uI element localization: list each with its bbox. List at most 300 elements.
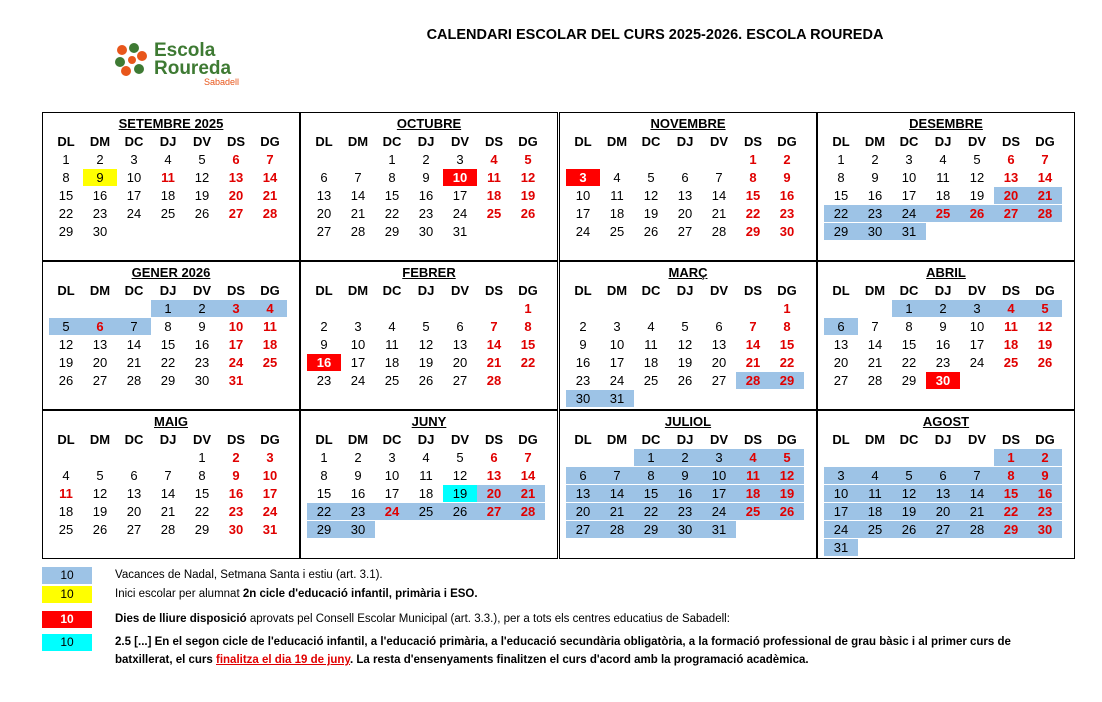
day-cell: 17 [901, 188, 917, 203]
day-cell: 7 [524, 450, 532, 465]
day-cell: 28 [511, 503, 545, 520]
day-cell: 3 [905, 152, 913, 167]
day-cell: 28 [262, 206, 278, 221]
weekday-header: DV [967, 134, 987, 149]
day-cell: 24 [702, 503, 736, 520]
day-cell: 16 [194, 337, 210, 352]
day-cell: 4 [736, 449, 770, 466]
legend-yellow-swatch: 10 [42, 586, 92, 603]
day-cell: 18 [609, 206, 625, 221]
day-cell: 6 [926, 467, 960, 484]
month-juny [300, 410, 558, 559]
day-cell: 16 [350, 486, 366, 501]
day-cell: 24 [824, 521, 858, 538]
month-febrer [300, 261, 558, 410]
day-cell: 2 [579, 319, 587, 334]
day-cell: 16 [1028, 485, 1062, 502]
day-cell: 15 [160, 337, 176, 352]
weekday-header: DM [347, 432, 369, 447]
day-cell: 21 [486, 355, 502, 370]
day-cell: 20 [677, 206, 693, 221]
day-cell: 6 [83, 318, 117, 335]
day-cell: 10 [609, 337, 625, 352]
day-cell: 6 [320, 170, 328, 185]
weekday-header: DV [192, 134, 212, 149]
weekday-header: DS [226, 134, 246, 149]
day-cell: 29 [824, 223, 858, 240]
weekday-header: DJ [934, 134, 952, 149]
day-cell: 9 [198, 319, 206, 334]
day-cell: 25 [384, 373, 400, 388]
day-cell: 30 [92, 224, 108, 239]
day-cell: 2 [185, 300, 219, 317]
weekday-header: DM [347, 134, 369, 149]
day-cell: 9 [783, 170, 791, 185]
day-cell: 15 [901, 337, 917, 352]
day-cell: 28 [126, 373, 142, 388]
day-cell: 21 [867, 355, 883, 370]
day-cell: 2 [783, 152, 791, 167]
day-cell: 17 [452, 188, 468, 203]
day-cell: 13 [833, 337, 849, 352]
day-cell: 5 [892, 467, 926, 484]
day-cell: 21 [600, 503, 634, 520]
weekday-header: DJ [676, 432, 694, 447]
day-cell: 11 [1004, 319, 1018, 334]
day-cell: 31 [228, 373, 244, 388]
day-cell: 16 [228, 486, 244, 501]
day-cell: 20 [126, 504, 142, 519]
day-cell: 30 [228, 522, 244, 537]
day-cell: 18 [935, 188, 951, 203]
day-cell: 21 [745, 355, 761, 370]
day-cell: 31 [702, 521, 736, 538]
weekday-header: DL [832, 432, 850, 447]
day-cell: 19 [969, 188, 985, 203]
day-cell: 1 [994, 449, 1028, 466]
day-cell: 11 [385, 337, 399, 352]
day-cell: 8 [388, 170, 396, 185]
weekday-header: DL [57, 134, 75, 149]
day-cell: 13 [926, 485, 960, 502]
day-cell: 27 [926, 521, 960, 538]
day-cell: 20 [477, 485, 511, 502]
day-cell: 8 [994, 467, 1028, 484]
weekday-header: DG [260, 283, 280, 298]
day-cell: 13 [316, 188, 332, 203]
month-name: FEBRER [402, 265, 456, 280]
day-cell: 20 [711, 355, 727, 370]
month-name: NOVEMBRE [650, 116, 726, 131]
weekday-header: DS [743, 283, 763, 298]
day-cell: 11 [858, 485, 892, 502]
day-cell: 1 [388, 152, 396, 167]
day-cell: 21 [126, 355, 142, 370]
day-cell: 13 [92, 337, 108, 352]
day-cell: 5 [422, 319, 430, 334]
day-cell: 30 [418, 224, 434, 239]
day-cell: 2 [926, 300, 960, 317]
day-cell: 1 [783, 301, 791, 316]
day-cell: 25 [486, 206, 502, 221]
day-cell: 14 [126, 337, 142, 352]
day-cell: 10 [384, 468, 400, 483]
weekday-header: DC [124, 432, 144, 447]
day-cell: 7 [600, 467, 634, 484]
day-cell: 16 [867, 188, 883, 203]
day-cell: 16 [668, 485, 702, 502]
month-name: DESEMBRE [909, 116, 983, 131]
day-cell: 21 [350, 206, 366, 221]
day-cell: 11 [263, 319, 277, 334]
weekday-header: DJ [417, 283, 435, 298]
day-cell: 8 [62, 170, 70, 185]
day-cell: 12 [770, 467, 804, 484]
day-cell: 3 [613, 319, 621, 334]
day-cell: 8 [783, 319, 791, 334]
day-cell: 7 [354, 170, 362, 185]
weekday-header: DC [899, 134, 919, 149]
day-cell: 4 [253, 300, 287, 317]
day-cell: 8 [164, 319, 172, 334]
day-cell: 13 [566, 485, 600, 502]
weekday-header: DS [1001, 134, 1021, 149]
weekday-header: DS [226, 432, 246, 447]
weekday-header: DV [192, 432, 212, 447]
day-cell: 12 [643, 188, 659, 203]
month-març [559, 261, 817, 410]
day-cell: 1 [634, 449, 668, 466]
weekday-header: DS [1001, 283, 1021, 298]
day-cell: 18 [58, 504, 74, 519]
day-cell: 16 [575, 355, 591, 370]
day-cell: 17 [350, 355, 366, 370]
day-cell: 3 [130, 152, 138, 167]
day-cell: 31 [824, 539, 858, 556]
day-cell: 26 [1037, 355, 1053, 370]
day-cell: 22 [307, 503, 341, 520]
day-cell: 9 [939, 319, 947, 334]
month-gener-2026 [42, 261, 300, 410]
day-cell: 4 [647, 319, 655, 334]
day-cell: 22 [520, 355, 536, 370]
weekday-header: DM [606, 283, 628, 298]
weekday-header: DM [89, 283, 111, 298]
day-cell: 20 [452, 355, 468, 370]
day-cell: 19 [677, 355, 693, 370]
day-cell: 9 [422, 170, 430, 185]
leaves-icon [112, 40, 152, 80]
day-cell: 14 [486, 337, 502, 352]
day-cell: 16 [92, 188, 108, 203]
day-cell: 29 [634, 521, 668, 538]
day-cell: 29 [307, 521, 341, 538]
day-cell: 11 [736, 467, 770, 484]
month-name: JULIOL [664, 414, 712, 429]
day-cell: 1 [151, 300, 185, 317]
weekday-header: DV [967, 432, 987, 447]
day-cell: 22 [824, 205, 858, 222]
month-maig [42, 410, 300, 559]
day-cell: 26 [643, 224, 659, 239]
day-cell: 5 [681, 319, 689, 334]
day-cell: 6 [456, 319, 464, 334]
day-cell: 17 [824, 503, 858, 520]
day-cell: 24 [969, 355, 985, 370]
day-cell: 2 [232, 450, 240, 465]
weekday-header: DG [1035, 432, 1055, 447]
month-agost [817, 410, 1075, 559]
day-cell: 19 [92, 504, 108, 519]
day-cell: 7 [117, 318, 151, 335]
day-cell: 17 [126, 188, 142, 203]
day-cell: 31 [600, 390, 634, 407]
day-cell: 26 [960, 205, 994, 222]
day-cell: 14 [160, 486, 176, 501]
day-cell: 2 [320, 319, 328, 334]
day-cell: 11 [644, 337, 658, 352]
day-cell: 2 [96, 152, 104, 167]
day-cell: 15 [316, 486, 332, 501]
day-cell: 25 [926, 205, 960, 222]
weekday-header: DC [124, 283, 144, 298]
day-cell: 30 [858, 223, 892, 240]
weekday-header: DC [382, 283, 402, 298]
day-cell: 15 [994, 485, 1028, 502]
day-cell: 20 [92, 355, 108, 370]
day-cell: 13 [452, 337, 468, 352]
day-cell: 5 [456, 450, 464, 465]
day-cell: 9 [871, 170, 879, 185]
day-cell: 7 [164, 468, 172, 483]
day-cell: 6 [681, 170, 689, 185]
weekday-header: DM [864, 432, 886, 447]
day-cell: 1 [837, 152, 845, 167]
month-name: AGOST [922, 414, 970, 429]
weekday-header: DC [382, 432, 402, 447]
weekday-header: DV [192, 283, 212, 298]
day-cell: 12 [58, 337, 74, 352]
day-cell: 3 [456, 152, 464, 167]
weekday-header: DJ [676, 283, 694, 298]
day-cell: 3 [354, 319, 362, 334]
logo-text-roureda: Roureda [154, 58, 232, 79]
month-name: MARÇ [668, 265, 708, 280]
day-cell: 16 [779, 188, 795, 203]
day-cell: 22 [194, 504, 210, 519]
day-cell: 18 [643, 355, 659, 370]
weekday-header: DL [315, 134, 333, 149]
day-cell: 20 [833, 355, 849, 370]
day-cell: 23 [92, 206, 108, 221]
day-cell: 13 [677, 188, 693, 203]
day-cell: 22 [745, 206, 761, 221]
day-cell: 6 [715, 319, 723, 334]
day-cell: 27 [994, 205, 1028, 222]
day-cell: 9 [232, 468, 240, 483]
day-cell: 25 [609, 224, 625, 239]
day-cell: 8 [837, 170, 845, 185]
day-cell: 27 [92, 373, 108, 388]
day-cell: 28 [160, 522, 176, 537]
day-cell: 24 [575, 224, 591, 239]
day-cell: 31 [892, 223, 926, 240]
day-cell: 26 [677, 373, 693, 388]
day-cell: 4 [858, 467, 892, 484]
day-cell: 23 [858, 205, 892, 222]
day-cell: 12 [418, 337, 434, 352]
day-cell: 19 [520, 188, 536, 203]
day-cell: 15 [520, 337, 536, 352]
day-cell: 6 [490, 450, 498, 465]
weekday-header: DG [260, 432, 280, 447]
day-cell: 30 [566, 390, 600, 407]
day-cell: 4 [388, 319, 396, 334]
day-cell: 10 [350, 337, 366, 352]
day-cell: 5 [524, 152, 532, 167]
day-cell: 18 [384, 355, 400, 370]
day-cell: 26 [194, 206, 210, 221]
weekday-header: DV [709, 283, 729, 298]
weekday-header: DL [57, 432, 75, 447]
month-name: SETEMBRE 2025 [118, 116, 224, 131]
day-cell: 23 [668, 503, 702, 520]
day-cell: 9 [83, 169, 117, 186]
month-juliol [559, 410, 817, 559]
day-cell: 8 [320, 468, 328, 483]
day-cell: 4 [939, 152, 947, 167]
day-cell: 3 [266, 450, 274, 465]
day-cell: 24 [892, 205, 926, 222]
day-cell: 3 [219, 300, 253, 317]
day-cell: 27 [126, 522, 142, 537]
day-cell: 24 [350, 373, 366, 388]
day-cell: 14 [520, 468, 536, 483]
day-cell: 18 [486, 188, 502, 203]
day-cell: 29 [901, 373, 917, 388]
weekday-header: DL [57, 283, 75, 298]
weekday-header: DV [967, 283, 987, 298]
weekday-header: DJ [417, 432, 435, 447]
day-cell: 19 [1037, 337, 1053, 352]
day-cell: 29 [58, 224, 74, 239]
day-cell: 21 [511, 485, 545, 502]
day-cell: 24 [126, 206, 142, 221]
day-cell: 14 [711, 188, 727, 203]
day-cell: 23 [194, 355, 210, 370]
day-cell: 9 [320, 337, 328, 352]
day-cell: 22 [994, 503, 1028, 520]
weekday-header: DC [382, 134, 402, 149]
weekday-header: DC [124, 134, 144, 149]
page-title: CALENDARI ESCOLAR DEL CURS 2025-2026. ESCOLA ROUREDA [426, 27, 884, 43]
weekday-header: DG [518, 432, 538, 447]
day-cell: 6 [566, 467, 600, 484]
day-cell: 15 [779, 337, 795, 352]
weekday-header: DS [743, 432, 763, 447]
day-cell: 29 [194, 522, 210, 537]
day-cell: 26 [770, 503, 804, 520]
weekday-header: DG [260, 134, 280, 149]
day-cell: 4 [164, 152, 172, 167]
legend-red-text: Dies de lliure disposició aprovats pel Consell Escolar Municipal (art. 3.3.), per a tots els centres educatius de Sabadell: [115, 613, 730, 625]
day-cell: 17 [228, 337, 244, 352]
weekday-header: DV [709, 134, 729, 149]
day-cell: 19 [58, 355, 74, 370]
day-cell: 26 [520, 206, 536, 221]
day-cell: 4 [994, 300, 1028, 317]
day-cell: 15 [194, 486, 210, 501]
weekday-header: DL [574, 432, 592, 447]
day-cell: 4 [490, 152, 498, 167]
weekday-header: DC [641, 432, 661, 447]
day-cell: 28 [960, 521, 994, 538]
weekday-header: DL [832, 134, 850, 149]
weekday-header: DJ [159, 283, 177, 298]
weekday-header: DC [899, 432, 919, 447]
day-cell: 20 [994, 187, 1028, 204]
weekday-header: DG [777, 432, 797, 447]
day-cell: 21 [160, 504, 176, 519]
day-cell: 2 [354, 450, 362, 465]
day-cell: 5 [198, 152, 206, 167]
day-cell: 13 [228, 170, 244, 185]
day-cell: 23 [228, 504, 244, 519]
day-cell: 10 [262, 468, 278, 483]
day-cell: 22 [160, 355, 176, 370]
legend-blue-text: Vacances de Nadal, Setmana Santa i estiu (art. 3.1). [115, 569, 383, 581]
weekday-header: DJ [159, 432, 177, 447]
day-cell: 4 [422, 450, 430, 465]
day-cell: 16 [935, 337, 951, 352]
day-cell: 17 [702, 485, 736, 502]
month-name: ABRIL [926, 265, 966, 280]
day-cell: 27 [566, 521, 600, 538]
legend-yellow-text: Inici escolar per alumnat 2n cicle d'educació infantil, primària i ESO. [115, 588, 478, 600]
day-cell: 27 [477, 503, 511, 520]
day-cell: 26 [92, 522, 108, 537]
day-cell: 6 [232, 152, 240, 167]
day-cell: 17 [575, 206, 591, 221]
day-cell: 27 [228, 206, 244, 221]
logo-text-escola: Escola [154, 40, 216, 61]
day-cell: 19 [892, 503, 926, 520]
day-cell: 10 [969, 319, 985, 334]
day-cell: 19 [770, 485, 804, 502]
weekday-header: DJ [417, 134, 435, 149]
weekday-header: DM [89, 432, 111, 447]
weekday-header: DM [864, 283, 886, 298]
day-cell: 20 [566, 503, 600, 520]
weekday-header: DC [899, 283, 919, 298]
day-cell: 30 [926, 372, 960, 389]
day-cell: 31 [452, 224, 468, 239]
day-cell: 5 [770, 449, 804, 466]
day-cell: 23 [1028, 503, 1062, 520]
day-cell: 27 [316, 224, 332, 239]
day-cell: 6 [1007, 152, 1015, 167]
day-cell: 28 [486, 373, 502, 388]
day-cell: 10 [228, 319, 244, 334]
weekday-header: DC [641, 283, 661, 298]
day-cell: 8 [634, 467, 668, 484]
logo-text-sabadell: Sabadell [204, 77, 240, 87]
weekday-header: DM [606, 134, 628, 149]
day-cell: 9 [579, 337, 587, 352]
day-cell: 12 [892, 485, 926, 502]
day-cell: 1 [62, 152, 70, 167]
month-novembre [559, 112, 817, 261]
